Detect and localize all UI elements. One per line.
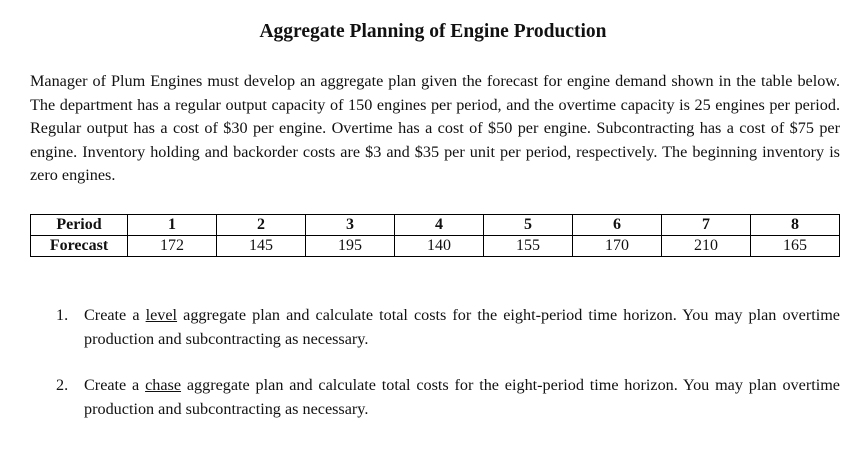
cropped-previous-text	[0, 0, 866, 3]
task-text-lead: Create a	[84, 306, 146, 324]
period-cell-1: 1	[128, 215, 217, 236]
task-keyword-level: level	[145, 306, 178, 324]
row-label-period: Period	[31, 215, 128, 236]
period-cell-5: 5	[484, 215, 573, 236]
period-cell-6: 6	[573, 215, 662, 236]
period-cell-3: 3	[306, 215, 395, 236]
task-text-rest: aggregate plan and calculate total costs for the eight-period time horizon. You may plan overtime production and subcontracting as necessary.	[84, 306, 840, 348]
forecast-table	[30, 214, 840, 257]
task-list	[0, 304, 866, 444]
period-cell-4: 4	[395, 215, 484, 236]
forecast-cell-5: 155	[484, 236, 573, 257]
forecast-cell-2: 145	[217, 236, 306, 257]
table-row-period	[31, 215, 840, 236]
period-cell-2: 2	[217, 215, 306, 236]
period-cell-8: 8	[751, 215, 840, 236]
forecast-cell-4: 140	[395, 236, 484, 257]
period-cell-7: 7	[662, 215, 751, 236]
document-title: Aggregate Planning of Engine Production	[259, 21, 607, 42]
forecast-cell-8: 165	[751, 236, 840, 257]
intro-paragraph: Manager of Plum Engines must develop an aggregate plan given the forecast for engine demand shown in the table below. The department has a regular output capacity of 150 engines per period, and the overtime capacity is 25 engines per period. Regular output has a cost of $30 per engine. Overtime has a cost of $50 per engine. Subcontracting has a cost of $75 per engine. Inventory holding and backorder costs are $3 and $35 per unit per period, respectively. The beginning inventory is zero engines.	[30, 72, 840, 184]
forecast-cell-3: 195	[306, 236, 395, 257]
task-item-level	[0, 304, 840, 351]
task-number: 2.	[56, 376, 69, 394]
task-item-chase	[0, 374, 840, 421]
forecast-cell-6: 170	[573, 236, 662, 257]
task-number: 1.	[56, 306, 69, 324]
forecast-cell-7: 210	[662, 236, 751, 257]
task-keyword-chase: chase	[145, 376, 182, 394]
task-text-rest: aggregate plan and calculate total costs for the eight-period time horizon. You may plan overtime production and subcontracting as necessary.	[84, 376, 840, 418]
task-text-lead: Create a	[84, 376, 146, 394]
row-label-forecast: Forecast	[31, 236, 128, 257]
forecast-cell-1: 172	[128, 236, 217, 257]
table-row-forecast	[31, 236, 840, 257]
